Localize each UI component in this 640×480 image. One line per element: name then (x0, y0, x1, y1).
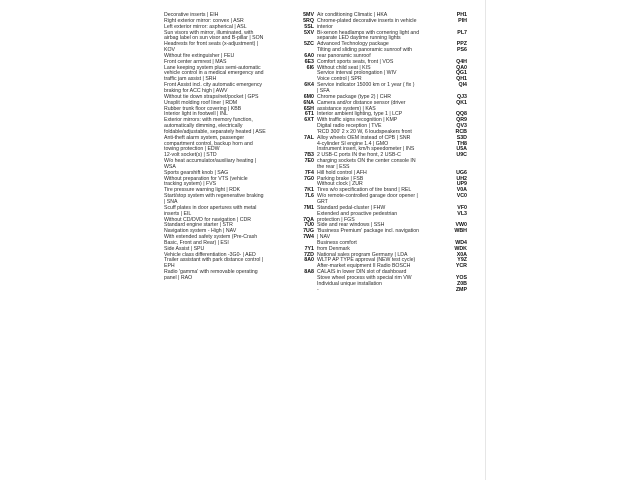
equipment-description: Without fire extinguisher | FEU (164, 52, 235, 59)
equipment-description: Interior light in footwell | INL (164, 111, 228, 118)
equipment-code: 7M1 (303, 204, 314, 211)
equipment-description: After-market equipment II Radio BOSCH CALAIS in lower DIN slot of dashboard (317, 263, 411, 276)
equipment-code: 6SH (303, 105, 314, 112)
equipment-row (164, 206, 314, 218)
equipment-description: Without CD/DVD for navigation | CDR (164, 216, 251, 223)
equipment-description: Without clock | ZUR (317, 181, 363, 188)
equipment-code: QJ3 (456, 93, 467, 100)
equipment-description: Lane keeping system plus semi-automatic vehicle control in a medical emergency and traffic jam assist | SRH (164, 64, 264, 83)
equipment-description: Trailer assistant with park distance control | EPH (164, 257, 264, 270)
equipment-code: 7QA (303, 216, 314, 223)
equipment-description: Extended and proactive pedestrian protection | FGS (317, 210, 398, 223)
equipment-description: Digital radio reception | TVE (317, 123, 382, 130)
equipment-description: Parking brake | FSB (317, 175, 364, 182)
equipment-code: 7UG (303, 228, 314, 235)
equipment-description: Advanced Technology package (317, 41, 389, 48)
equipment-description: Stove wheel process with special rim VW (317, 274, 412, 281)
equipment-code: 5MV (303, 12, 314, 18)
equipment-description: Vehicle class differentiation -3G0- | AED (164, 251, 256, 258)
equipment-description: Standard pedal-cluster | FHW (317, 204, 386, 211)
equipment-code: 6I6 (306, 64, 314, 71)
equipment-code: 6M0 (303, 93, 314, 100)
equipment-description: Rubber trunk floor covering | KBB (164, 105, 242, 112)
equipment-code: WDK (454, 245, 467, 252)
equipment-description: Start/stop system with regenerative braking | SNA (164, 193, 264, 205)
equipment-code: YOS (455, 274, 467, 281)
equipment-code: PS6 (456, 47, 467, 54)
equipment-description: Individual unique installation (317, 280, 382, 287)
equipment-description: National sales program Germany | LDA (317, 251, 408, 258)
equipment-code: PH1 (456, 12, 467, 18)
page-border (485, 0, 486, 480)
equipment-code: RCB (455, 128, 467, 135)
equipment-code: QG1 (455, 70, 467, 77)
equipment-code: QI4 (458, 82, 467, 89)
equipment-description: Side Assist | SPU (164, 245, 205, 252)
equipment-description: Side and rear windows | SSH (317, 222, 385, 229)
equipment-description: Voice control | SPR (317, 76, 362, 83)
equipment-code: 5RQ (303, 17, 314, 24)
equipment-description: Scuff plates in door apertures with metal inserts | EIL (164, 204, 257, 217)
equipment-code: PPZ (456, 41, 467, 48)
equipment-code: 6XT (304, 117, 314, 124)
equipment-code: 7G0 (303, 175, 314, 182)
equipment-code: 7K1 (304, 187, 314, 194)
equipment-code: VC0 (456, 193, 467, 200)
equipment-code: 6T1 (304, 111, 314, 118)
equipment-list-right (317, 13, 467, 294)
equipment-description: Sports gearshift knob | SAG (164, 169, 229, 176)
equipment-row (317, 153, 467, 171)
equipment-description: Chrome-plated decorative inserts in vehicle interior (317, 17, 417, 30)
equipment-description: Without child seat | KIS (317, 64, 371, 71)
equipment-description: 12-volt socket(s) | STD (164, 152, 217, 159)
equipment-description: Service interval prolongation | WIV (317, 70, 397, 77)
equipment-description: Business comfort (317, 239, 357, 246)
equipment-code: 5ZC (303, 41, 314, 48)
equipment-description: Decorative inserts | EIH (164, 12, 219, 18)
equipment-code: Z0B (456, 280, 467, 287)
equipment-code: 7Y1 (304, 245, 314, 252)
equipment-code: 6A0 (304, 52, 314, 59)
equipment-code: QQ8 (455, 111, 467, 118)
equipment-description: Navigation system - High | NAV (164, 228, 237, 235)
equipment-code: S3D (456, 134, 467, 141)
equipment-description: 'RCD 300' 2 x 20 W, 6 loudspeakers front (317, 128, 412, 135)
equipment-code: VF0 (457, 204, 467, 211)
equipment-code: QV3 (456, 123, 467, 130)
equipment-code: 7F4 (304, 169, 314, 176)
equipment-code: 5SL (304, 23, 314, 30)
equipment-description: Bi-xenon headlamps with cornering light and separate LED daytime running lights (317, 29, 420, 42)
equipment-code: QA0 (456, 64, 467, 71)
equipment-row (317, 48, 467, 60)
equipment-description: Alloy wheels OEM instead of CPB | SNR (317, 134, 411, 141)
equipment-description: WLTP AP TYPE approval (NEW test cycle) (317, 257, 416, 264)
equipment-code: PL7 (457, 29, 467, 36)
equipment-code: 6E3 (304, 58, 314, 65)
equipment-code: WBH (454, 228, 467, 235)
equipment-description: 'Business Premium' package incl. navigation | NAV (317, 228, 420, 241)
equipment-code: 7E0 (304, 158, 314, 165)
equipment-description: Tilting and sliding panoramic sunroof with rear panoramic sunroof (317, 47, 412, 59)
equipment-description: Service indicator 15000 km or 1 year ( fix ) | SFA (317, 82, 415, 94)
equipment-description: Chrome package (type 2) | CHR (317, 93, 392, 100)
equipment-description: Sun visors with mirror, illuminated, with airbag label on sun visor and B-pillar | SON (164, 29, 264, 42)
equipment-code: QR9 (456, 117, 467, 124)
equipment-code: VL3 (457, 210, 467, 217)
equipment-code: 6K4 (304, 82, 314, 89)
equipment-code: QK1 (456, 99, 467, 106)
equipment-description: Interior ambient lighting, type 1 | LCP (317, 111, 403, 118)
equipment-code: 7AL (303, 134, 314, 141)
equipment-row (164, 136, 314, 154)
equipment-list-left (164, 13, 314, 282)
equipment-code: UH2 (456, 175, 467, 182)
equipment-code: V0A (456, 187, 467, 194)
equipment-code: 7L6 (304, 193, 314, 200)
equipment-description: With traffic signs recognition | KMP (317, 117, 398, 124)
equipment-row (164, 270, 314, 282)
equipment-description: W/o heat accumulator/auxiliary heating | WSA (164, 158, 257, 170)
equipment-description: Camera and/or distance sensor (driver assistance system) | KAS (317, 99, 406, 112)
equipment-code: TH8 (456, 140, 467, 147)
equipment-code: UG6 (456, 169, 467, 176)
equipment-description: W/o remote-controlled garage door opener | GRT (317, 193, 418, 205)
equipment-description: - (317, 286, 319, 293)
equipment-description: With extended safety system (Pre-Crash Basic, Front and Rear) | ESI (164, 234, 258, 246)
equipment-code: UP9 (456, 181, 467, 188)
equipment-code: WD4 (455, 239, 467, 246)
equipment-description: 2 USB-C ports IN the front, 2 USB-C charging sockets ON the center console IN the rear | ESS (317, 152, 416, 170)
equipment-description: Exterior mirrors: with memory function, automatically dimming, electrically foldable/adjustable, separately heated | ASE (164, 117, 266, 135)
equipment-description: Without preparation for VTS (vehicle tracking system) | FVS (164, 175, 248, 188)
equipment-description: Comfort sports seats, front | VOS (317, 58, 394, 65)
equipment-description: Front center armrest | MAS (164, 58, 227, 65)
equipment-description: from Denmark (317, 245, 350, 252)
equipment-row (164, 118, 314, 136)
equipment-description: 4-cylinder SI engine 1.4 | GMO (317, 140, 389, 147)
equipment-code: U9C (456, 152, 467, 159)
equipment-description: Front Assist incl. city automatic emergency braking for ACC high | AWV (164, 82, 263, 94)
equipment-row (164, 235, 314, 247)
equipment-code: Q4H (456, 58, 467, 65)
equipment-code: 8A0 (304, 257, 314, 264)
equipment-code: 5XV (303, 29, 314, 36)
equipment-code: 7B3 (304, 152, 314, 159)
equipment-description: Instrument insert, km/h speedometer | INS (317, 146, 415, 153)
equipment-row (317, 19, 467, 31)
equipment-code: 7U0 (304, 222, 314, 229)
equipment-code: PIH (458, 17, 467, 24)
equipment-code: YCR (455, 263, 467, 270)
equipment-code: QH1 (456, 76, 467, 83)
equipment-description: Air conditioning Climatic | HKA (317, 12, 388, 18)
equipment-description: Anti-theft alarm system, passenger compartment control, backup horn and towing protection | EDW (164, 134, 253, 153)
equipment-description: Tire pressure warning light | RDK (164, 187, 241, 194)
equipment-description: Left exterior mirror: aspherical | ASL (164, 23, 247, 30)
equipment-code: X0A (456, 251, 467, 258)
equipment-description: Hill hold control | AFH (317, 169, 367, 176)
equipment-description: Right exterior mirror: convex | ASR (164, 17, 244, 24)
equipment-code: 7ZD (303, 251, 314, 258)
equipment-row (317, 288, 467, 294)
equipment-row (164, 66, 314, 84)
equipment-description: Without tie down straps/net/pocket | GPS (164, 93, 259, 100)
equipment-code: 7W4 (303, 234, 314, 241)
equipment-description: Radio 'gamma' with removable operating panel | RAO (164, 269, 258, 281)
equipment-code: VW0 (455, 222, 467, 229)
equipment-code: Y9Z (457, 257, 467, 264)
equipment-description: Tires w/o specification of tire brand | REL (317, 187, 412, 194)
equipment-description: Unsplit molding roof liner | RDM (164, 99, 238, 106)
equipment-code: ZMP (455, 286, 467, 293)
equipment-code: U5A (456, 146, 467, 153)
equipment-code: 8A8 (304, 269, 314, 276)
equipment-description: Headrests for front seats (x-adjustment) | KOV (164, 41, 259, 54)
equipment-code: 6NA (303, 99, 314, 106)
equipment-description: Standard engine starter | STR (164, 222, 233, 229)
